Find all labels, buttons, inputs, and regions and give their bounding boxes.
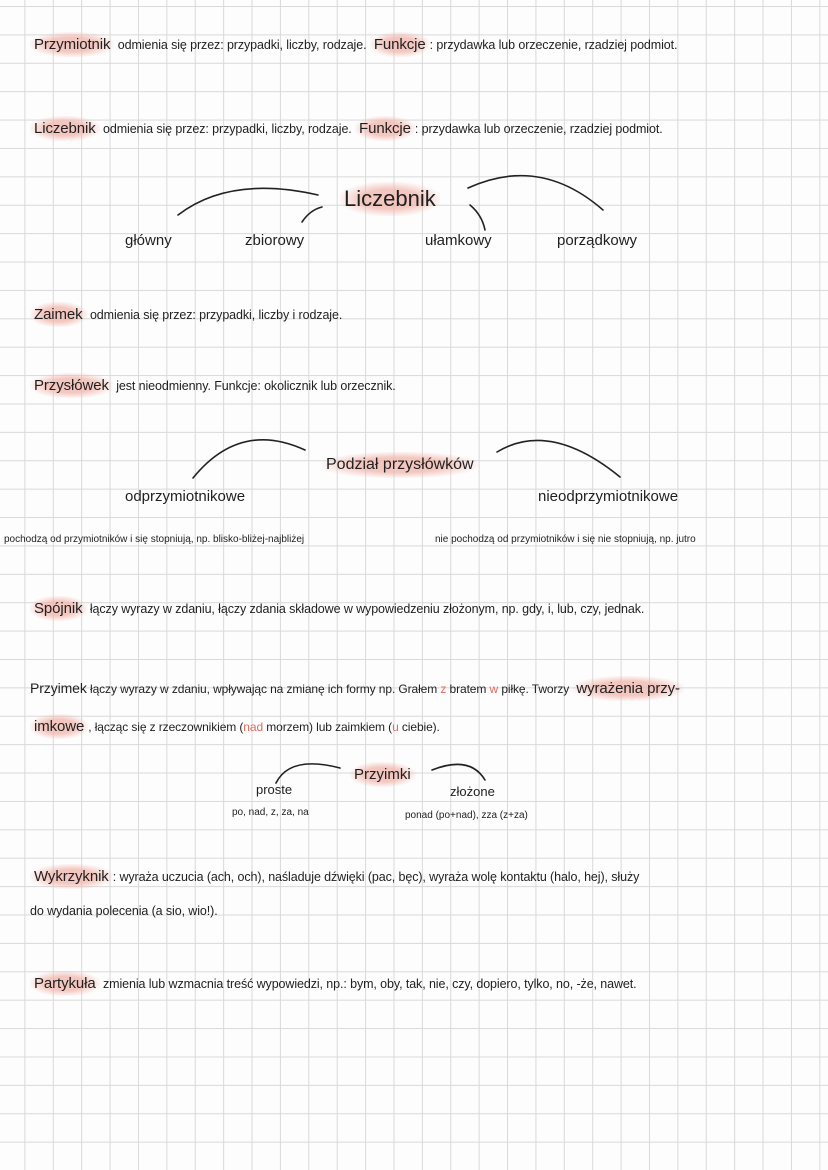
przymiotnik-note (30, 36, 677, 53)
red-example: w (489, 682, 499, 696)
term-wykrzyknik: Wykrzyknik (30, 864, 113, 889)
branch-proste: proste (256, 782, 293, 797)
branch-nieodprzymiotnikowe: nieodprzymiotnikowe (538, 488, 679, 505)
note-text: odmienia się przez: przypadki, liczby, rodzaje. (114, 38, 370, 52)
note-text: jest nieodmienny. Funkcje: okolicznik lub orzecznik. (112, 379, 396, 393)
note-text: zmienia lub wzmacnia treść wypowiedzi, np.: bym, oby, tak, nie, czy, dopiero, tylko, no, -że, nawet. (99, 977, 637, 991)
note-text: odmienia się przez: przypadki, liczby i rodzaje. (86, 308, 343, 322)
partykula-note (30, 975, 637, 992)
przyimek-note-line2 (30, 718, 440, 735)
zaimek-note (30, 306, 342, 323)
wykrzyknik-note-line2: do wydania polecenia (a sio, wio!). (30, 904, 218, 918)
red-example: nad (243, 720, 264, 734)
branch-porzadkowy: porządkowy (557, 232, 638, 249)
arc-nieodprzymiotnikowe (497, 440, 620, 477)
note-text: : przydawka lub orzeczenie, rzadziej podmiot. (429, 38, 678, 52)
branch-zbiorowy: zbiorowy (245, 232, 305, 249)
arc-porzadkowy (468, 176, 603, 210)
branch-glowny: główny (125, 232, 172, 249)
note-text: łączy wyrazy w zdaniu, łączy zdania składowe w wypowiedzeniu złożonym, np. gdy, i, lub, czy, jednak. (86, 602, 645, 616)
zlozone-desc: ponad (po+nad), zza (z+za) (405, 810, 528, 821)
liczebnik-diagram-title: Liczebnik (340, 182, 440, 216)
arc-ulamkowy (470, 205, 485, 230)
spojnik-note (30, 600, 644, 617)
note-text: , łącząc się z rzeczownikiem ( (88, 720, 244, 734)
term-imkowe: imkowe (30, 714, 88, 739)
branch-ulamkowy: ułamkowy (425, 232, 492, 249)
wykrzyknik-note-line1 (30, 868, 639, 885)
przyimki-diagram-title: Przyimki (350, 762, 415, 787)
term-partykula: Partykuła (30, 971, 100, 996)
arc-zlozone (432, 764, 485, 780)
proste-desc: po, nad, z, za, na (232, 807, 309, 818)
red-example: z (440, 682, 447, 696)
note-text: morzem) lub zaimkiem ( (263, 720, 393, 734)
arc-odprzymiotnikowe (193, 440, 305, 478)
term-wyrazenia: wyrażenia przy- (572, 676, 684, 701)
nieodprzymiotnikowe-desc: nie pochodzą od przymiotników i się nie stopniują, np. jutro (435, 534, 696, 545)
przyslowek-note (30, 377, 396, 394)
arc-zbiorowy (302, 207, 322, 222)
branch-zlozone: złożone (450, 784, 495, 799)
term-liczebnik: Liczebnik (30, 116, 100, 141)
przyslowek-diagram-title: Podział przysłówków (322, 452, 478, 478)
przyimek-note-line1 (30, 680, 684, 697)
note-text: bratem (446, 682, 490, 696)
liczebnik-note (30, 120, 663, 137)
term-przymiotnik: Przymiotnik (30, 32, 114, 57)
arc-glowny (178, 188, 318, 215)
note-text: : przydawka lub orzeczenie, rzadziej podmiot. (414, 122, 663, 136)
arc-proste (276, 764, 340, 783)
note-text: piłkę. Tworzy (498, 682, 573, 696)
branch-odprzymiotnikowe: odprzymiotnikowe (125, 488, 246, 505)
term-funkcje: Funkcje (355, 116, 415, 141)
odprzymiotnikowe-desc: pochodzą od przymiotników i się stopniują, np. blisko-bliżej-najbliżej (4, 534, 305, 545)
term-przyimek: Przyimek (30, 680, 87, 696)
term-przyslowek: Przysłówek (30, 373, 113, 398)
term-funkcje: Funkcje (370, 32, 430, 57)
note-text: łączy wyrazy w zdaniu, wpływając na zmianę ich formy np. Grałem (86, 682, 441, 696)
note-text: odmienia się przez: przypadki, liczby, rodzaje. (99, 122, 356, 136)
term-spojnik: Spójnik (30, 596, 87, 621)
note-text: ciebie). (398, 720, 440, 734)
note-text: : wyraża uczucia (ach, och), naśladuje dźwięki (pac, bęc), wyraża wolę kontaktu (halo, hej), służy (112, 870, 640, 884)
red-example: u (392, 720, 399, 734)
term-zaimek: Zaimek (30, 302, 87, 327)
